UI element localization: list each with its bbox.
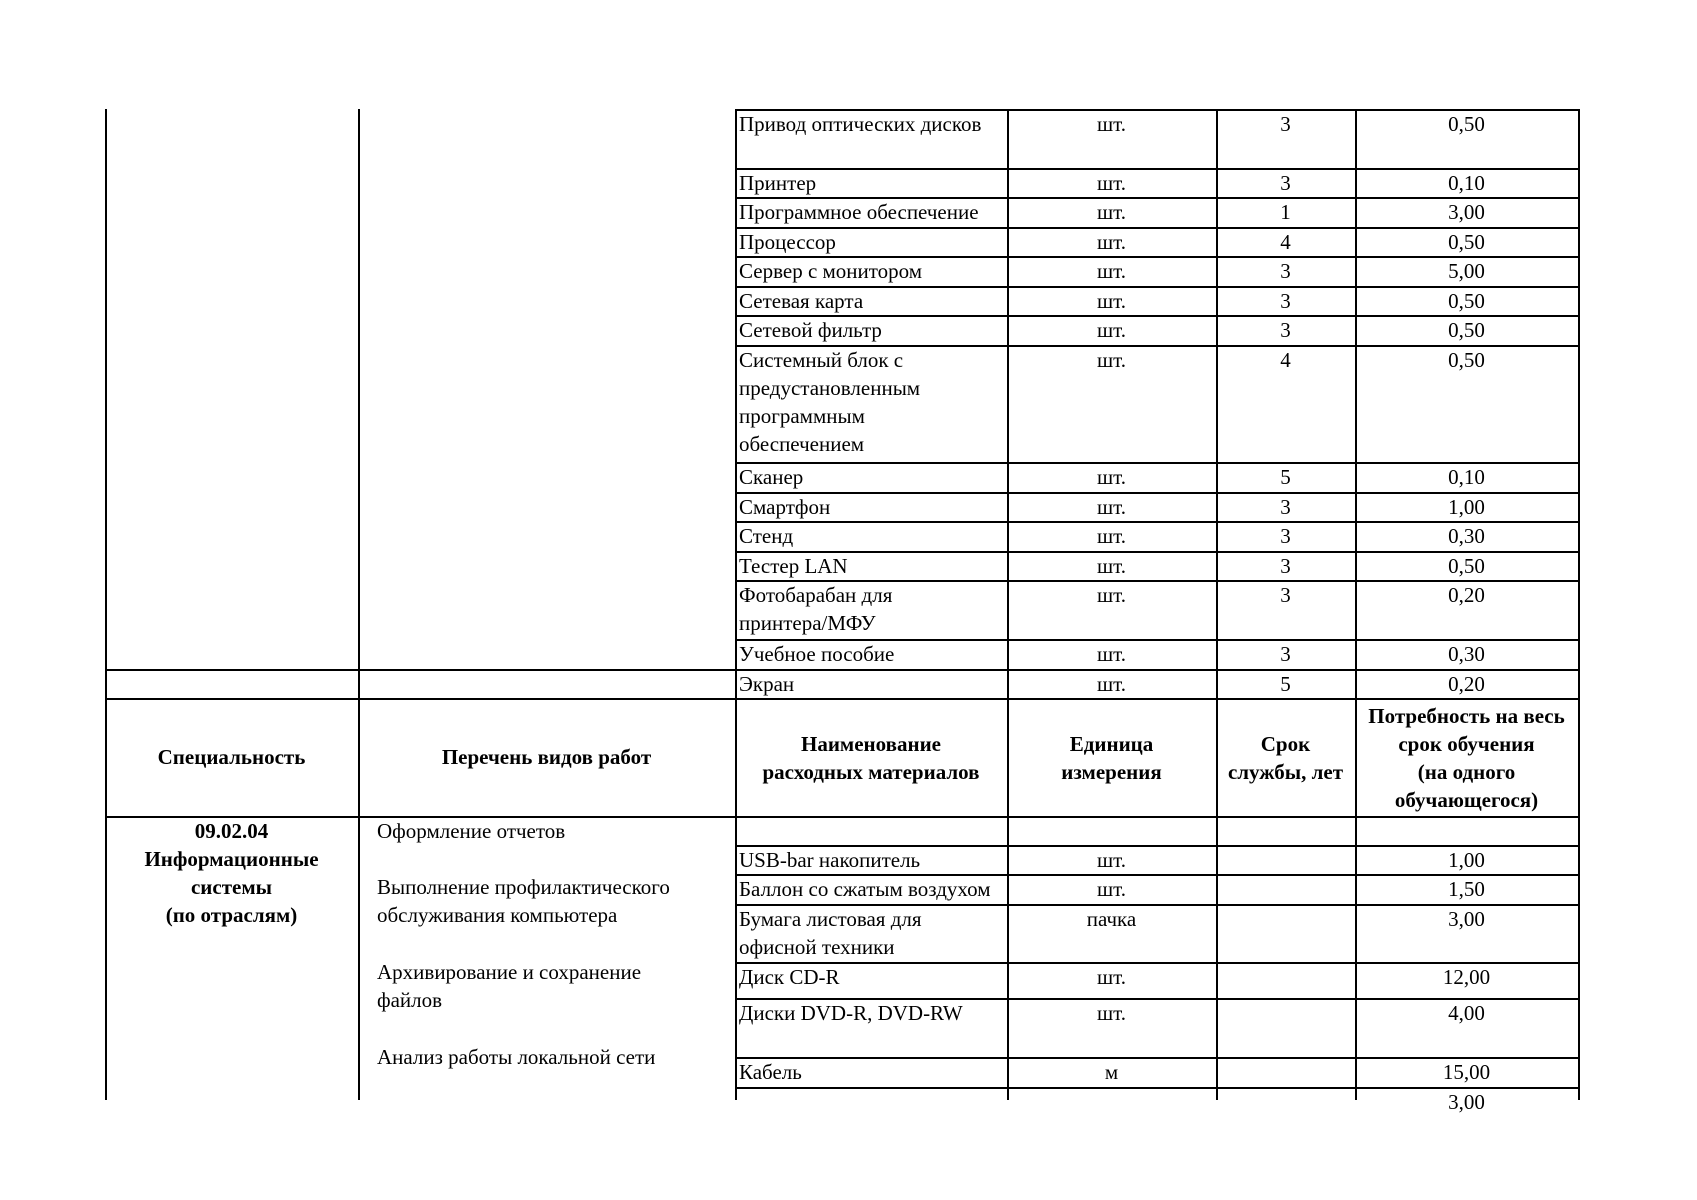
header-unit: Единица измерения <box>1061 732 1162 784</box>
equipment-need: 0,20 <box>1448 672 1485 696</box>
equipment-unit: шт. <box>1096 672 1127 696</box>
equipment-unit: шт. <box>1096 465 1127 489</box>
equipment-life: 3 <box>1280 642 1291 666</box>
row-border <box>735 315 1580 317</box>
row-border <box>735 345 1580 347</box>
material-name: Диски DVD-R, DVD-RW <box>739 1001 963 1025</box>
equipment-need: 0,50 <box>1448 554 1485 578</box>
work-item: Архивирование и сохранение файлов <box>377 960 642 1012</box>
equipment-name: Учебное пособие <box>739 642 895 666</box>
material-need: 12,00 <box>1442 965 1491 989</box>
material-need: 4,00 <box>1448 1001 1485 1025</box>
row-border <box>735 998 1580 1000</box>
equipment-unit: шт. <box>1096 289 1127 313</box>
equipment-need: 0,10 <box>1448 171 1485 195</box>
equipment-unit: шт. <box>1096 171 1127 195</box>
material-name: Бумага листовая для офисной техники <box>739 907 922 959</box>
header-materials: Наименование расходных материалов <box>762 732 980 784</box>
equipment-life: 4 <box>1280 230 1291 254</box>
equipment-unit: шт. <box>1096 495 1127 519</box>
col-border <box>1216 109 1218 1100</box>
row-border <box>735 286 1580 288</box>
equipment-name: Тестер LAN <box>739 554 848 578</box>
material-unit: пачка <box>1086 907 1137 931</box>
equipment-need: 0,50 <box>1448 289 1485 313</box>
equipment-unit: шт. <box>1096 230 1127 254</box>
specialty-name: 09.02.04 Информационные системы (по отраслям) <box>144 819 319 927</box>
row-border <box>735 1057 1580 1059</box>
equipment-life: 3 <box>1280 289 1291 313</box>
equipment-need: 0,10 <box>1448 465 1485 489</box>
row-border <box>735 962 1580 964</box>
work-item: Выполнение профилактического обслуживания компьютера <box>377 875 670 927</box>
equipment-need: 0,50 <box>1448 348 1485 372</box>
equipment-name: Системный блок с предустановленным программным обеспечением <box>739 348 921 456</box>
equipment-life: 3 <box>1280 495 1291 519</box>
equipment-life: 3 <box>1280 259 1291 283</box>
col-border <box>1578 109 1580 1100</box>
material-unit: шт. <box>1096 877 1127 901</box>
material-need: 3,00 <box>1448 1090 1485 1114</box>
material-need: 15,00 <box>1442 1060 1491 1084</box>
work-item: Анализ работы локальной сети <box>377 1045 656 1069</box>
equipment-life: 3 <box>1280 524 1291 548</box>
material-name: Диск CD-R <box>739 965 840 989</box>
equipment-name: Программное обеспечение <box>739 200 979 224</box>
equipment-name: Процессор <box>739 230 836 254</box>
equipment-name: Фотобарабан для принтера/МФУ <box>739 583 893 635</box>
equipment-unit: шт. <box>1096 642 1127 666</box>
equipment-life: 3 <box>1280 112 1291 136</box>
header-need: Потребность на весь срок обучения (на одного обучающегося) <box>1368 704 1565 812</box>
equipment-name: Стенд <box>739 524 794 548</box>
material-unit: шт. <box>1096 965 1127 989</box>
equipment-name: Привод оптических дисков <box>739 112 982 136</box>
equipment-unit: шт. <box>1096 554 1127 578</box>
row-border <box>735 845 1580 847</box>
row-border <box>735 256 1580 258</box>
row-border <box>735 580 1580 582</box>
equipment-life: 3 <box>1280 318 1291 342</box>
equipment-name: Смартфон <box>739 495 831 519</box>
equipment-need: 0,20 <box>1448 583 1485 607</box>
equipment-need: 0,50 <box>1448 230 1485 254</box>
equipment-need: 1,00 <box>1448 495 1485 519</box>
equipment-life: 3 <box>1280 554 1291 578</box>
col-border <box>735 109 737 1100</box>
material-need: 1,00 <box>1448 848 1485 872</box>
equipment-unit: шт. <box>1096 200 1127 224</box>
equipment-name: Сервер с монитором <box>739 259 923 283</box>
equipment-life: 3 <box>1280 171 1291 195</box>
header-works: Перечень видов работ <box>441 745 652 769</box>
equipment-life: 4 <box>1280 348 1291 372</box>
equipment-unit: шт. <box>1096 524 1127 548</box>
equipment-life: 1 <box>1280 200 1291 224</box>
equipment-name: Сканер <box>739 465 804 489</box>
equipment-unit: шт. <box>1096 318 1127 342</box>
equipment-need: 5,00 <box>1448 259 1485 283</box>
equipment-life: 5 <box>1280 465 1291 489</box>
row-border <box>735 168 1580 170</box>
equipment-unit: шт. <box>1096 259 1127 283</box>
equipment-name: Принтер <box>739 171 817 195</box>
equipment-unit: шт. <box>1096 112 1127 136</box>
col-border-specialty <box>358 109 360 1100</box>
material-name: USB-bar накопитель <box>739 848 921 872</box>
equipment-unit: шт. <box>1096 348 1127 372</box>
row-border <box>735 639 1580 641</box>
row-border <box>735 874 1580 876</box>
equipment-name: Сетевой фильтр <box>739 318 882 342</box>
equipment-life: 5 <box>1280 672 1291 696</box>
equipment-need: 3,00 <box>1448 200 1485 224</box>
equipment-need: 0,30 <box>1448 642 1485 666</box>
material-need: 3,00 <box>1448 907 1485 931</box>
equipment-name: Экран <box>739 672 795 696</box>
row-border <box>735 109 1580 111</box>
row-border <box>735 698 1580 700</box>
material-need: 1,50 <box>1448 877 1485 901</box>
row-border <box>105 698 735 700</box>
row-border <box>735 551 1580 553</box>
equipment-name: Сетевая карта <box>739 289 864 313</box>
header-specialty: Специальность <box>157 745 306 769</box>
row-border <box>735 904 1580 906</box>
work-item: Оформление отчетов <box>377 819 566 843</box>
equipment-unit: шт. <box>1096 583 1127 607</box>
equipment-life: 3 <box>1280 583 1291 607</box>
row-border <box>735 492 1580 494</box>
row-border <box>735 462 1580 464</box>
material-unit: шт. <box>1096 1001 1127 1025</box>
row-border <box>105 669 735 671</box>
material-name: Баллон со сжатым воздухом <box>739 877 991 901</box>
row-border <box>735 669 1580 671</box>
row-border <box>735 1087 1580 1089</box>
row-border <box>735 521 1580 523</box>
col-border <box>1007 109 1009 1100</box>
equipment-need: 0,30 <box>1448 524 1485 548</box>
material-unit: м <box>1104 1060 1119 1084</box>
equipment-need: 0,50 <box>1448 318 1485 342</box>
col-border <box>1355 109 1357 1100</box>
header-life: Срок службы, лет <box>1227 732 1344 784</box>
col-border-left <box>105 109 107 1100</box>
equipment-need: 0,50 <box>1448 112 1485 136</box>
material-name: Кабель <box>739 1060 802 1084</box>
row-border <box>735 197 1580 199</box>
material-unit: шт. <box>1096 848 1127 872</box>
row-border <box>735 227 1580 229</box>
